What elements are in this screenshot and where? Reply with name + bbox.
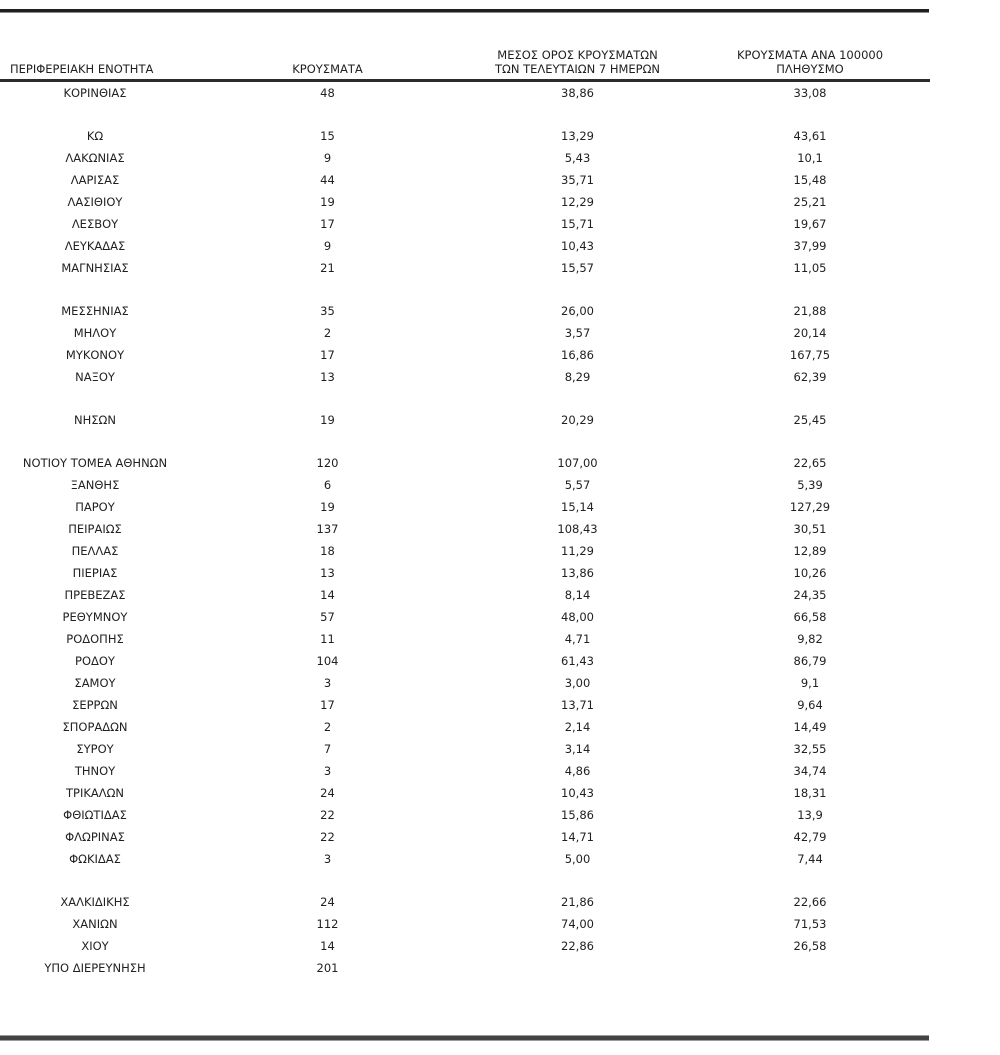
cell-region: ΠΕΙΡΑΙΩΣ bbox=[68, 522, 122, 536]
cell-per100k: 12,89 bbox=[793, 544, 827, 558]
cell-region: ΜΑΓΝΗΣΙΑΣ bbox=[61, 261, 129, 275]
cell-cases: 19 bbox=[320, 500, 335, 514]
table-body bbox=[0, 81, 930, 980]
table-row bbox=[0, 300, 930, 322]
cell-avg7: 3,14 bbox=[564, 742, 591, 756]
cell-region: ΣΑΜΟΥ bbox=[74, 676, 116, 690]
table-row bbox=[0, 496, 930, 518]
cell-per100k: 22,65 bbox=[793, 456, 827, 470]
cell-region: ΝΑΞΟΥ bbox=[75, 370, 115, 384]
cell-avg7: 4,71 bbox=[564, 632, 591, 646]
cell-cases: 19 bbox=[320, 195, 335, 209]
cell-per100k: 20,14 bbox=[793, 326, 827, 340]
column-header-per100k-line1: ΚΡΟΥΣΜΑΤΑ ΑΝΑ 100000 bbox=[736, 48, 884, 62]
cell-avg7: 15,71 bbox=[561, 217, 594, 231]
table-row bbox=[0, 650, 930, 672]
cell-avg7: 12,29 bbox=[561, 195, 594, 209]
table-row bbox=[0, 540, 930, 562]
table-row bbox=[0, 452, 930, 474]
header-row bbox=[0, 48, 930, 81]
cell-avg7: 35,71 bbox=[561, 173, 594, 187]
cell-per100k: 18,31 bbox=[793, 786, 827, 800]
cell-cases: 22 bbox=[320, 808, 335, 822]
cell-region: ΜΥΚΟΝΟΥ bbox=[65, 348, 125, 362]
cell-per100k: 33,08 bbox=[793, 86, 827, 100]
table-row bbox=[0, 125, 930, 147]
spacer-row bbox=[0, 388, 930, 409]
cell-avg7: 11,29 bbox=[561, 544, 594, 558]
table-row bbox=[0, 804, 930, 826]
cell-per100k: 86,79 bbox=[793, 654, 827, 668]
cell-cases: 13 bbox=[320, 566, 335, 580]
cell-per100k: 9,82 bbox=[797, 632, 823, 646]
table-row bbox=[0, 235, 930, 257]
table-row bbox=[0, 366, 930, 388]
cell-avg7: 8,14 bbox=[564, 588, 591, 602]
cell-cases: 2 bbox=[323, 720, 332, 734]
cell-cases: 3 bbox=[323, 764, 332, 778]
cell-region: ΠΕΛΛΑΣ bbox=[71, 544, 119, 558]
cell-region: ΛΕΣΒΟΥ bbox=[71, 217, 119, 231]
cell-region: ΧΙΟΥ bbox=[81, 939, 109, 953]
table-row bbox=[0, 628, 930, 650]
cell-cases: 6 bbox=[323, 478, 332, 492]
cell-region: ΛΑΡΙΣΑΣ bbox=[70, 173, 120, 187]
cell-per100k bbox=[690, 957, 930, 979]
cell-cases: 19 bbox=[320, 413, 335, 427]
cell-region: ΛΑΚΩΝΙΑΣ bbox=[65, 151, 125, 165]
cell-avg7: 15,14 bbox=[561, 500, 594, 514]
cell-per100k: 66,58 bbox=[793, 610, 827, 624]
table-row bbox=[0, 213, 930, 235]
column-header-avg7-line1: ΜΕΣΟΣ ΟΡΟΣ ΚΡΟΥΣΜΑΤΩΝ bbox=[497, 48, 658, 62]
table-row bbox=[0, 257, 930, 279]
cell-per100k: 25,21 bbox=[793, 195, 827, 209]
cell-region: ΦΩΚΙΔΑΣ bbox=[69, 852, 121, 866]
cell-per100k: 167,75 bbox=[789, 348, 831, 362]
cell-avg7: 13,29 bbox=[561, 129, 594, 143]
table-row bbox=[0, 848, 930, 870]
table-row bbox=[0, 913, 930, 935]
spacer-row bbox=[0, 104, 930, 125]
cell-region: ΣΠΟΡΑΔΩΝ bbox=[62, 720, 128, 734]
cell-avg7: 74,00 bbox=[561, 917, 594, 931]
cell-cases: 112 bbox=[316, 917, 339, 931]
table-row bbox=[0, 344, 930, 366]
cell-per100k: 43,61 bbox=[793, 129, 827, 143]
table-row bbox=[0, 81, 930, 105]
table-row bbox=[0, 738, 930, 760]
cell-per100k: 37,99 bbox=[793, 239, 827, 253]
cell-region: ΤΡΙΚΑΛΩΝ bbox=[65, 786, 125, 800]
table-row bbox=[0, 957, 930, 979]
cell-per100k: 14,49 bbox=[793, 720, 827, 734]
cell-per100k: 127,29 bbox=[789, 500, 831, 514]
cell-cases: 48 bbox=[320, 86, 335, 100]
cell-cases: 17 bbox=[320, 698, 335, 712]
column-header-avg7-line2: ΤΩΝ ΤΕΛΕΥΤΑΙΩΝ 7 ΗΜΕΡΩΝ bbox=[495, 62, 660, 76]
cell-cases: 7 bbox=[323, 742, 332, 756]
bottom-rule bbox=[0, 1035, 929, 1041]
cell-region: ΚΟΡΙΝΘΙΑΣ bbox=[63, 86, 127, 100]
table-row bbox=[0, 826, 930, 848]
table-header bbox=[0, 48, 930, 81]
cell-cases: 137 bbox=[316, 522, 339, 536]
cell-cases: 14 bbox=[320, 588, 335, 602]
cell-region: ΠΑΡΟΥ bbox=[75, 500, 115, 514]
cell-region: ΣΥΡΟΥ bbox=[76, 742, 114, 756]
spacer-row bbox=[0, 431, 930, 452]
spacer-row bbox=[0, 870, 930, 891]
cell-region: ΥΠΟ ΔΙΕΡΕΥΝΗΣΗ bbox=[44, 961, 146, 975]
cell-region: ΛΑΣΙΘΙΟΥ bbox=[67, 195, 123, 209]
cell-avg7: 10,43 bbox=[561, 239, 594, 253]
regional-cases-table bbox=[0, 48, 930, 979]
cell-avg7: 20,29 bbox=[561, 413, 594, 427]
cell-cases: 120 bbox=[316, 456, 339, 470]
cell-avg7 bbox=[465, 957, 690, 979]
cell-per100k: 24,35 bbox=[793, 588, 827, 602]
cell-avg7: 4,86 bbox=[564, 764, 591, 778]
cell-per100k: 34,74 bbox=[793, 764, 827, 778]
cell-avg7: 61,43 bbox=[561, 654, 594, 668]
cell-per100k: 9,64 bbox=[797, 698, 823, 712]
cell-per100k: 10,26 bbox=[793, 566, 827, 580]
table-row bbox=[0, 518, 930, 540]
column-header-per100k bbox=[690, 48, 930, 81]
cell-region: ΝΗΣΩΝ bbox=[74, 413, 116, 427]
table-row bbox=[0, 474, 930, 496]
cell-cases: 22 bbox=[320, 830, 335, 844]
cell-cases: 18 bbox=[320, 544, 335, 558]
cell-avg7: 107,00 bbox=[557, 456, 598, 470]
cell-avg7: 48,00 bbox=[561, 610, 594, 624]
cell-cases: 57 bbox=[320, 610, 335, 624]
table-row bbox=[0, 409, 930, 431]
column-header-region-label: ΠΕΡΙΦΕΡΕΙΑΚΗ ΕΝΟΤΗΤΑ bbox=[10, 62, 154, 76]
cell-avg7: 13,86 bbox=[561, 566, 594, 580]
column-header-cases bbox=[190, 48, 465, 81]
column-header-cases-label: ΚΡΟΥΣΜΑΤΑ bbox=[292, 62, 363, 76]
cell-avg7: 3,00 bbox=[564, 676, 591, 690]
cell-per100k: 15,48 bbox=[793, 173, 827, 187]
cell-region: ΧΑΛΚΙΔΙΚΗΣ bbox=[60, 895, 130, 909]
cell-region: ΜΗΛΟΥ bbox=[73, 326, 117, 340]
cell-per100k: 5,39 bbox=[797, 478, 823, 492]
cell-avg7: 5,43 bbox=[564, 151, 591, 165]
cell-per100k: 13,9 bbox=[797, 808, 823, 822]
cell-cases: 104 bbox=[316, 654, 339, 668]
cell-cases: 9 bbox=[323, 239, 332, 253]
table-row bbox=[0, 782, 930, 804]
cell-region: ΡΟΔΟΥ bbox=[75, 654, 115, 668]
cell-cases: 9 bbox=[323, 151, 332, 165]
cell-region: ΣΕΡΡΩΝ bbox=[72, 698, 118, 712]
cell-region: ΦΛΩΡΙΝΑΣ bbox=[65, 830, 125, 844]
cell-cases: 21 bbox=[320, 261, 335, 275]
cell-avg7: 21,86 bbox=[561, 895, 594, 909]
cell-avg7: 15,57 bbox=[561, 261, 594, 275]
cell-per100k: 30,51 bbox=[793, 522, 827, 536]
cell-per100k: 21,88 bbox=[793, 304, 827, 318]
cell-cases: 35 bbox=[320, 304, 335, 318]
cell-per100k: 42,79 bbox=[793, 830, 827, 844]
table-row bbox=[0, 584, 930, 606]
table-row bbox=[0, 191, 930, 213]
cell-cases: 11 bbox=[320, 632, 335, 646]
cell-cases: 17 bbox=[320, 217, 335, 231]
cell-region: ΡΟΔΟΠΗΣ bbox=[66, 632, 124, 646]
cell-avg7: 5,00 bbox=[564, 852, 591, 866]
table-row bbox=[0, 672, 930, 694]
column-header-avg7 bbox=[465, 48, 690, 81]
cell-avg7: 10,43 bbox=[561, 786, 594, 800]
cell-region: ΠΙΕΡΙΑΣ bbox=[72, 566, 118, 580]
table-row bbox=[0, 147, 930, 169]
cell-cases: 201 bbox=[316, 961, 339, 975]
cell-avg7: 16,86 bbox=[561, 348, 594, 362]
cell-region: ΤΗΝΟΥ bbox=[74, 764, 116, 778]
top-rule bbox=[0, 9, 929, 13]
cell-per100k: 9,1 bbox=[800, 676, 820, 690]
cell-avg7: 108,43 bbox=[557, 522, 598, 536]
cell-avg7: 14,71 bbox=[561, 830, 594, 844]
table-row bbox=[0, 760, 930, 782]
cell-region: ΠΡΕΒΕΖΑΣ bbox=[64, 588, 126, 602]
cell-region: ΡΕΘΥΜΝΟΥ bbox=[62, 610, 128, 624]
cell-avg7: 13,71 bbox=[561, 698, 594, 712]
cell-region: ΚΩ bbox=[86, 129, 104, 143]
cell-per100k: 19,67 bbox=[793, 217, 827, 231]
cell-per100k: 62,39 bbox=[793, 370, 827, 384]
cell-avg7: 2,14 bbox=[564, 720, 591, 734]
cell-per100k: 25,45 bbox=[793, 413, 827, 427]
cell-cases: 44 bbox=[320, 173, 335, 187]
cell-cases: 15 bbox=[320, 129, 335, 143]
table-row bbox=[0, 935, 930, 957]
cell-cases: 24 bbox=[320, 895, 335, 909]
cell-per100k: 7,44 bbox=[797, 852, 823, 866]
cell-avg7: 5,57 bbox=[564, 478, 591, 492]
cell-avg7: 3,57 bbox=[564, 326, 591, 340]
table-row bbox=[0, 562, 930, 584]
cell-per100k: 32,55 bbox=[793, 742, 827, 756]
cell-per100k: 22,66 bbox=[793, 895, 827, 909]
cell-avg7: 8,29 bbox=[564, 370, 591, 384]
cell-region: ΛΕΥΚΑΔΑΣ bbox=[64, 239, 126, 253]
cell-cases: 24 bbox=[320, 786, 335, 800]
cell-cases: 14 bbox=[320, 939, 335, 953]
cell-cases: 2 bbox=[323, 326, 332, 340]
cell-per100k: 26,58 bbox=[793, 939, 827, 953]
cell-cases: 3 bbox=[323, 852, 332, 866]
cell-cases: 17 bbox=[320, 348, 335, 362]
table-row bbox=[0, 694, 930, 716]
column-header-per100k-line2: ΠΛΗΘΥΣΜΟ bbox=[776, 62, 844, 76]
cell-avg7: 22,86 bbox=[561, 939, 594, 953]
table-row bbox=[0, 322, 930, 344]
cell-avg7: 38,86 bbox=[561, 86, 594, 100]
cell-per100k: 10,1 bbox=[797, 151, 823, 165]
table-row bbox=[0, 169, 930, 191]
column-header-region bbox=[0, 48, 190, 81]
table-row bbox=[0, 606, 930, 628]
table-row bbox=[0, 891, 930, 913]
cell-region: ΦΘΙΩΤΙΔΑΣ bbox=[63, 808, 127, 822]
cell-cases: 13 bbox=[320, 370, 335, 384]
cell-per100k: 71,53 bbox=[793, 917, 827, 931]
cell-per100k: 11,05 bbox=[793, 261, 827, 275]
cell-cases: 3 bbox=[323, 676, 332, 690]
cell-region: ΞΑΝΘΗΣ bbox=[70, 478, 120, 492]
cell-avg7: 15,86 bbox=[561, 808, 594, 822]
cell-region: ΜΕΣΣΗΝΙΑΣ bbox=[61, 304, 129, 318]
cell-region: ΝΟΤΙΟΥ ΤΟΜΕΑ ΑΘΗΝΩΝ bbox=[22, 456, 168, 470]
spacer-row bbox=[0, 279, 930, 300]
cell-avg7: 26,00 bbox=[561, 304, 594, 318]
table-row bbox=[0, 716, 930, 738]
cell-region: ΧΑΝΙΩΝ bbox=[72, 917, 118, 931]
